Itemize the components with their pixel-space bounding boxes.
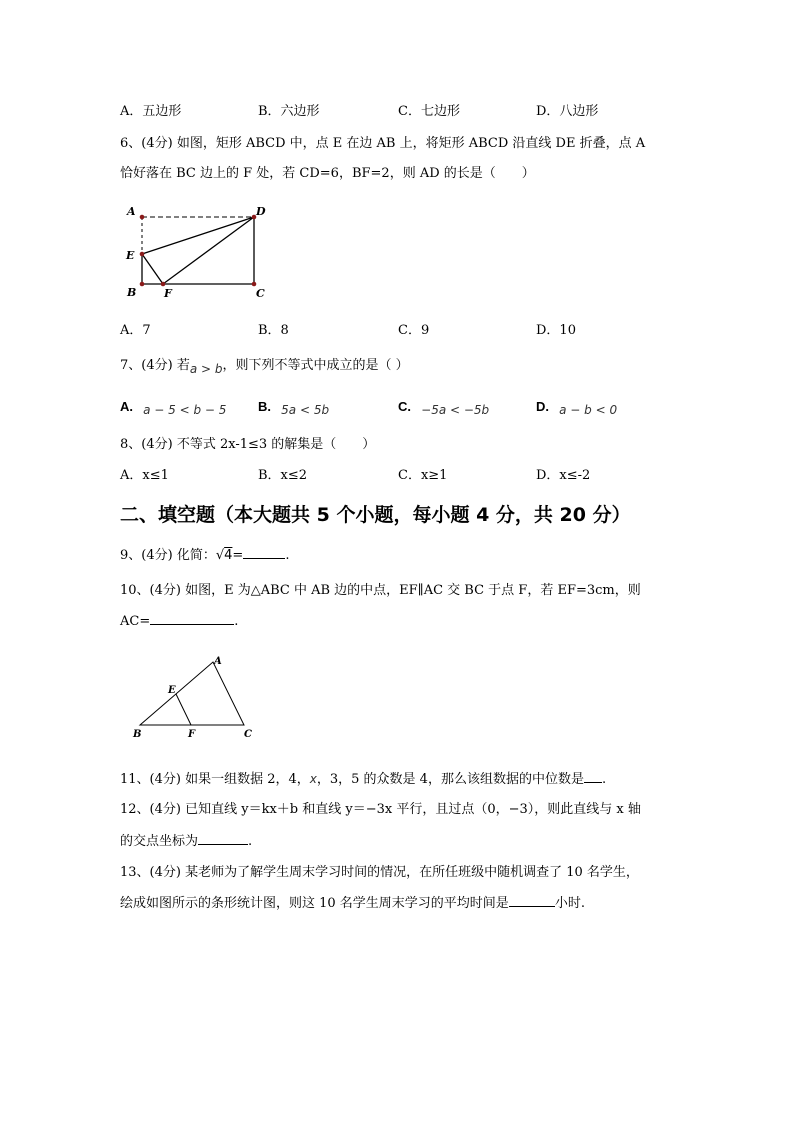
- label-d: D: [256, 205, 266, 218]
- q7-suffix: ，则下列不等式中成立的是（ ）: [222, 358, 409, 373]
- q10-stem-line2: [120, 612, 238, 631]
- q7-option-a-label: A.: [120, 399, 133, 414]
- q7-option-d: [536, 398, 617, 417]
- point-e: [140, 252, 145, 257]
- point-c: [252, 282, 257, 287]
- q7-option-b-expr: 5a < 5b: [281, 403, 330, 417]
- q6-stem-line1: 6、(4分) 如图，矩形 ABCD 中，点 E 在边 AB 上，将矩形 ABCD 沿直线 DE 折叠，点 A: [120, 136, 646, 151]
- q12-prefix: 的交点坐标为: [120, 834, 199, 849]
- q9-answer-blank[interactable]: [243, 546, 285, 559]
- q8-option-d: D．x≤-2: [536, 468, 591, 483]
- q9-equals: =: [232, 548, 244, 563]
- q11-prefix: 11、(4分) 如果一组数据 2，4，: [120, 772, 310, 787]
- q7-option-c-expr: −5a < −5b: [421, 403, 490, 417]
- triangle-abc: [140, 662, 244, 725]
- q10-triangle-figure: [128, 652, 258, 744]
- segment-ef: [176, 694, 191, 725]
- q13-suffix: 小时.: [554, 896, 585, 911]
- q7-option-b: [258, 398, 329, 417]
- q6-option-a: A．7: [120, 323, 151, 338]
- q10-ac-label: AC=: [120, 614, 151, 629]
- q9-radicand: 4: [224, 548, 233, 563]
- q7-option-d-label: D.: [536, 399, 549, 414]
- q6-option-c: C．9: [398, 323, 430, 338]
- section-fill-in-heading: 二、填空题（本大题共 5 个小题，每小题 4 分，共 20 分）: [120, 504, 631, 526]
- q7-option-b-label: B.: [258, 399, 271, 414]
- label-c: C: [244, 729, 252, 740]
- q6-option-d: D．10: [536, 323, 576, 338]
- label-b: B: [127, 286, 137, 299]
- q7-option-a-expr: a − 5 < b − 5: [143, 403, 227, 417]
- sqrt-symbol-icon: √4: [215, 548, 233, 563]
- q9-stem: [120, 546, 289, 565]
- q7-option-c: [398, 398, 489, 417]
- q6-option-b: B．8: [258, 323, 289, 338]
- q13-stem-line2: [120, 894, 585, 913]
- q7-prefix: 7、(4分) 若: [120, 358, 190, 373]
- q10-answer-blank[interactable]: [150, 612, 234, 625]
- q13-stem-line1: 13、(4分) 某老师为了解学生周末学习时间的情况，在所任班级中随机调查了 10 名学生，: [120, 865, 639, 880]
- point-a: [140, 215, 145, 220]
- segment-ed: [142, 217, 254, 254]
- q5-option-b: B．六边形: [258, 104, 320, 119]
- q13-answer-blank[interactable]: [509, 894, 555, 907]
- q11-end: .: [601, 772, 607, 787]
- q5-option-c: C．七边形: [398, 104, 460, 119]
- q12-stem-line2: [120, 832, 252, 851]
- q12-stem-line1: 12、(4分) 已知直线 y＝kx＋b 和直线 y＝−3x 平行，且过点（0，−3），则此直线与 x 轴: [120, 802, 641, 817]
- q13-prefix: 绘成如图所示的条形统计图，则这 10 名学生周末学习的平均时间是: [120, 896, 509, 911]
- q5-option-d: D．八边形: [536, 104, 599, 119]
- q7-option-c-label: C.: [398, 399, 411, 414]
- q12-end: .: [248, 834, 253, 849]
- label-f: F: [188, 729, 196, 740]
- segment-ef: [142, 254, 163, 284]
- q8-option-a: A．x≤1: [120, 468, 169, 483]
- q7-option-a: [120, 398, 226, 417]
- q11-stem: [120, 770, 606, 789]
- label-a: A: [214, 656, 222, 667]
- label-e: E: [168, 685, 176, 696]
- q8-option-c: C．x≥1: [398, 468, 448, 483]
- q9-prefix: 9、(4分) 化简：: [120, 548, 216, 563]
- q11-suffix: ，3，5 的众数是 4，那么该组数据的中位数是: [316, 772, 584, 787]
- label-c: C: [256, 287, 265, 300]
- q6-stem-line2: 恰好落在 BC 边上的 F 处，若 CD=6，BF=2，则 AD 的长是（ ）: [120, 166, 535, 181]
- q8-stem: 8、(4分) 不等式 2x-1≤3 的解集是（ ）: [120, 437, 376, 452]
- q9-end: .: [285, 548, 290, 563]
- q11-variable: x: [309, 772, 317, 786]
- label-e: E: [126, 249, 135, 262]
- point-f: [161, 282, 166, 287]
- point-b: [140, 282, 145, 287]
- q12-answer-blank[interactable]: [198, 832, 248, 845]
- q5-option-a: A．五边形: [120, 104, 182, 119]
- segment-fd: [163, 217, 254, 284]
- label-f: F: [164, 287, 172, 300]
- q10-stem-line1: 10、(4分) 如图，E 为△ABC 中 AB 边的中点，EF∥AC 交 BC 于点 F，若 EF=3cm，则: [120, 583, 641, 598]
- label-b: B: [133, 729, 142, 740]
- q6-rectangle-figure: [118, 200, 278, 302]
- q10-end: .: [234, 614, 239, 629]
- q7-stem: [120, 356, 409, 375]
- label-a: A: [127, 205, 136, 218]
- q7-condition: a > b: [189, 362, 223, 376]
- q7-option-d-expr: a − b < 0: [559, 403, 618, 417]
- q8-option-b: B．x≤2: [258, 468, 308, 483]
- q11-answer-blank[interactable]: [584, 770, 602, 783]
